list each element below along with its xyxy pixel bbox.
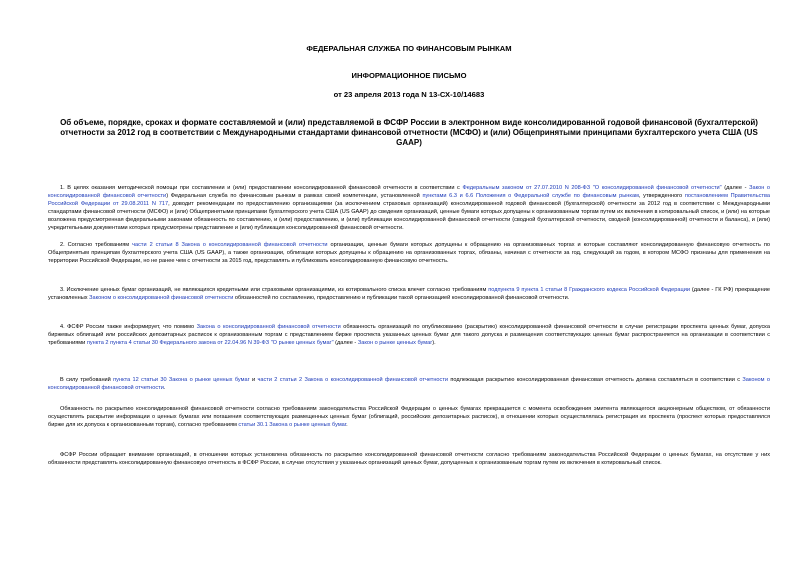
paragraph-text: обязанность организаций по опубликованию (раскрытию) консолидированной финансовой отчетности в случае регистрации проспекта ценных бумаг, допуска биржевых облигаций или российских депозитарных расписок к организованным торгам с представлением бирже проспекта указанных ценных бумаг для такого допуска и размещения соответствующих ценных бумаг распространяется на организации в соответствии с требованиями	[48, 324, 770, 347]
document-title: Об объеме, порядке, сроках и формате составляемой и (или) представляемой в ФСФР России в электронном виде консолидированной годовой финансовой (бухгалтерской) отчетности за 2012 год в соответствии с Международными стандартами финансовой отчетности (МСФО) и (или) Общепринятыми принципами бухгалтерского учета США (US GAAP)	[60, 118, 758, 147]
paragraph-text: Обязанность по раскрытию консолидированной финансовой отчетности согласно требованиям законодательства Российской Федерации о ценных бумагах прекращается с момента освобождения эмитента являющегося акционерным обществом, от обязанности осуществлять раскрытие информации о ценных бумагах или погашения соответствующих размещенных ценных бумаг (облигаций, российских депозитарных расписок), в отношении которых осуществлялась регистрация их проспекта (проспект которых предоставлялся бирже для их допуска к организованным торгам), согласно требованиям	[48, 406, 770, 429]
hyperlink[interactable]: пунктами 6.3 и 6.6 Положения о Федеральной службе по финансовым рынкам	[422, 193, 639, 200]
document-date-number: от 23 апреля 2013 года N 13-СХ-10/14683	[333, 90, 485, 99]
paragraph-text: 4. ФСФР России также информирует, что помимо	[60, 324, 197, 330]
hyperlink[interactable]: пункта 2 пункта 4 статьи 30 Федерального закона от 22.04.96 N 39-ФЗ "О рынке ценных бумаг"	[86, 340, 334, 347]
paragraph-text: обязанностей по составлению, предоставлению и публикации такой организацией консолидированной финансовой отчетности.	[233, 295, 570, 302]
hyperlink[interactable]: Закон о консолидированной финансовой отчетности	[48, 185, 771, 200]
paragraph-text: 2. Согласно требованиям	[60, 242, 133, 248]
paragraph-text: подлежащая раскрытию консолидированная финансовая отчетность должна составляться в соответствии с	[448, 377, 743, 383]
paragraph-1	[48, 184, 770, 233]
agency-name: ФЕДЕРАЛЬНАЯ СЛУЖБА ПО ФИНАНСОВЫМ РЫНКАМ	[306, 44, 512, 53]
paragraph-text: ).	[432, 340, 436, 347]
paragraph-4	[48, 323, 770, 347]
hyperlink[interactable]: части 2 статьи 8 Закона о консолидированной финансовой отчетности	[132, 242, 328, 248]
hyperlink[interactable]: статьи 30.1 Закона о рынке ценных бумаг	[238, 422, 347, 429]
hyperlink[interactable]: Закона о консолидированной финансовой отчетности	[196, 324, 341, 330]
paragraph-text: (далее -	[333, 340, 358, 347]
paragraph-text: , доводит рекомендации по предоставлению организациями (за исключением страховых организаций) консолидированной годовой финансовой (бухгалтерской) отчетности за 2012 год в соответствии с Международными стандартами финансовой отчетности (МСФО) и (или) Общепринятыми принципами бухгалтерского учета США (US GAAP) до сведения организаций, ценные бумаги которых допущены к организованным торгам путем их включения в котировальный список, и (или) на которые возложена предусмотренная федеральными законами обязанность по составлению, и (или) предоставлению, и (или) публикации консолидированной финансовой отчетности (сводной бухгалтерской отчетности, сводной (консолидированной) отчетности и баланса), и (или) учредительными документами которых предусмотрены представление и (или) публикация консолидированной финансовой отчетности.	[48, 201, 771, 232]
paragraph-text: (далее - ГК РФ) прекращение установленных	[48, 287, 770, 302]
paragraph-2	[48, 241, 770, 265]
paragraph-text: .	[163, 385, 166, 392]
paragraph-text: ) Федеральная служба по финансовым рынкам в рамках своей компетенции, установленной	[166, 193, 423, 200]
hyperlink[interactable]: части 2 статьи 2 Закона о консолидированной финансовой отчетности	[257, 377, 449, 383]
document-type: ИНФОРМАЦИОННОЕ ПИСЬМО	[351, 71, 467, 80]
paragraph-5	[48, 376, 770, 392]
hyperlink[interactable]: Законом о консолидированной финансовой отчетности	[89, 295, 234, 302]
paragraph-3	[48, 286, 770, 302]
paragraph-text: , утвержденного	[638, 193, 685, 200]
paragraph-text: и	[249, 377, 258, 383]
paragraph-text: 1. В целях оказания методической помощи при составлении и (или) предоставлении консолидированной финансовой отчетности в соответствии с	[60, 185, 463, 191]
hyperlink[interactable]: пункта 12 статьи 30 Закона о рынке ценных бумаг	[113, 377, 250, 383]
paragraph-7	[48, 451, 770, 467]
paragraph-text: ФСФР России обращает внимание организаций, в отношении которых установлена обязанность по раскрытию консолидированной финансовой отчетности согласно требованиям законодательства Российской Федерации о ценных бумагах, на отсутствие у них обязанности представлять консолидированную финансовую отчетность в ФСФР России, в случае отсутствия у указанных организаций ценных бумаг, допущенных к организованным торгам путем их включения в котировальный список.	[48, 452, 770, 467]
paragraph-text: 3. Исключение ценных бумаг организаций, не являющихся кредитными или страховыми организациями, из котировального списка влечет согласно требованиям	[60, 287, 489, 293]
paragraph-text: .	[346, 422, 348, 429]
hyperlink[interactable]: Федеральным законом от 27.07.2010 N 208-ФЗ "О консолидированной финансовой отчетности"	[462, 185, 722, 191]
paragraph-text: организации, ценные бумаги которых допущены к обращению на организованных торгах и которые составляют консолидированную финансовую отчетность по Общепринятым принципам бухгалтерского учета США (US GAAP), а также организации, облигации которых допущены к обращению на организованных торгах, обязаны, начиная с отчетности за год, следующий за годом, в котором МСФО признаны для применения на территории Российской Федерации, но не ранее чем с отчетности за 2015 год, представлять и публиковать консолидированную финансовую отчетность.	[48, 242, 770, 265]
paragraph-text: В силу требований	[60, 377, 114, 383]
hyperlink[interactable]: Законом о консолидированной финансовой отчетности	[48, 377, 770, 392]
paragraph-6	[48, 405, 770, 429]
hyperlink[interactable]: постановлением Правительства Российской Федерации от 29.08.2011 N 717	[48, 193, 770, 208]
paragraph-text: (далее -	[721, 185, 750, 191]
hyperlink[interactable]: Закон о рынке ценных бумаг	[357, 340, 433, 347]
hyperlink[interactable]: подпункта 9 пункта 1 статьи 8 Гражданского кодекса Российской Федерации	[488, 287, 690, 293]
